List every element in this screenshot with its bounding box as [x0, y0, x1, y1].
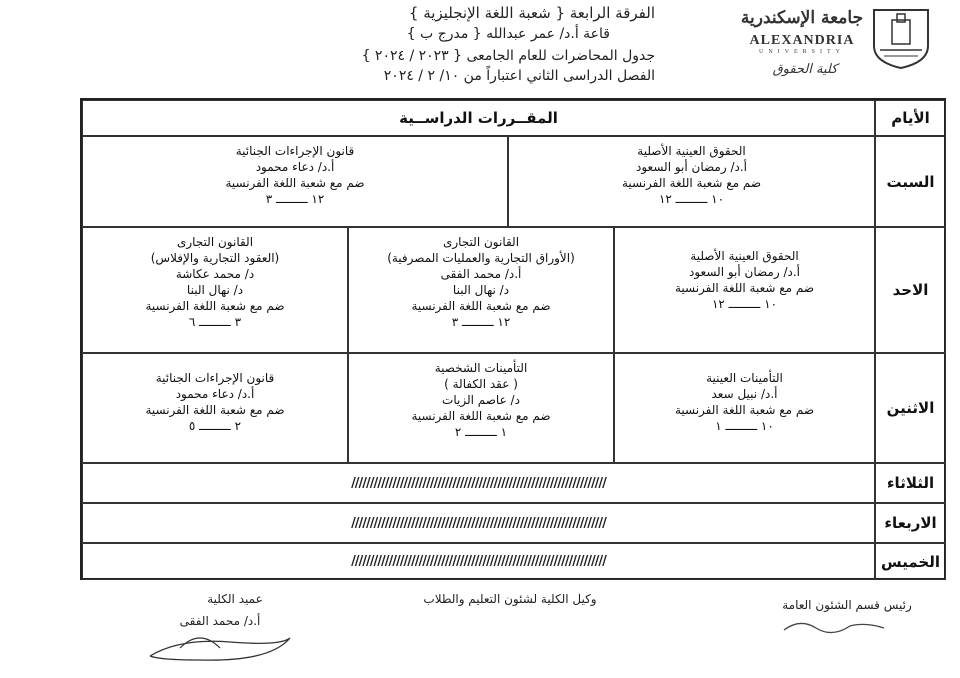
header-line-year: الفرقة الرابعة { شعبة اللغة الإنجليزية } [408, 4, 655, 22]
course-time: ٣ ـــــــــ ٦ [188, 315, 242, 329]
general-affairs-signatory: رئيس قسم الشئون العامة [782, 598, 912, 612]
empty-day-marker: //////////////////////////////////////////////////////////////////// [82, 463, 875, 503]
course-time: ١٢ ـــــــــ ٣ [265, 192, 325, 206]
course-time: ٢ ـــــــــ ٥ [188, 419, 242, 433]
course-note: ضم مع شعبة اللغة الفرنسية [411, 299, 551, 313]
course-note: ضم مع شعبة اللغة الفرنسية [225, 176, 365, 190]
course-title: القانون التجارى [442, 235, 520, 249]
course-title: القانون التجارى [176, 235, 254, 249]
course-title: قانون الإجراءات الجنائية [235, 144, 355, 158]
course-professor: د/ عاصم الزيات [442, 393, 520, 407]
day-monday: الاثنين [875, 353, 946, 463]
university-name-english: ALEXANDRIA [749, 33, 855, 48]
course-subtitle: (الأوراق التجارية والعمليات المصرفية) [387, 251, 575, 265]
course-cell [82, 353, 348, 463]
dean-title: عميد الكلية [207, 592, 263, 606]
signature-scribble [780, 614, 890, 638]
day-saturday: السبت [875, 136, 946, 227]
course-professor-2: د/ نهال البنا [452, 283, 510, 297]
course-professor: د/ محمد عكاشة [175, 267, 255, 281]
day-tuesday: الثلاثاء [875, 463, 946, 503]
course-title: قانون الإجراءات الجنائية [155, 371, 275, 385]
course-cell [82, 227, 348, 353]
course-professor-2: د/ نهال البنا [186, 283, 244, 297]
course-cell [508, 136, 875, 227]
course-note: ضم مع شعبة اللغة الفرنسية [621, 176, 762, 190]
course-cell [614, 227, 875, 353]
course-subtitle: (العقود التجارية والإفلاس) [150, 251, 280, 265]
dean-signature [140, 618, 300, 668]
course-title: التأمينات العينية [706, 371, 783, 385]
faculty-name: كلية الحقوق [772, 62, 838, 77]
header-line-schedule: جدول المحاضرات للعام الجامعى { ٢٠٢٣ / ٢٠٢٤ } [361, 48, 655, 64]
days-header: الأيام [875, 100, 946, 136]
course-time: ١ ـــــــــ ٢ [454, 425, 508, 439]
course-time: ١٠ ـــــــــ ١٢ [658, 192, 725, 206]
course-note: ضم مع شعبة اللغة الفرنسية [411, 409, 551, 423]
courses-header: المقــررات الدراســية [82, 100, 875, 136]
course-note: ضم مع شعبة اللغة الفرنسية [674, 281, 815, 295]
course-subtitle: ( عقد الكفالة ) [444, 377, 518, 391]
vice-dean-signatory: وكيل الكلية لشئون التعليم والطلاب [423, 592, 597, 606]
header-line-hall: قاعة أ.د/ عمر عبدالله { مدرج ب } [406, 26, 610, 42]
course-title: التأمينات الشخصية [434, 361, 528, 375]
course-note: ضم مع شعبة اللغة الفرنسية [674, 403, 815, 417]
course-title: الحقوق العينية الأصلية [637, 144, 746, 158]
course-note: ضم مع شعبة اللغة الفرنسية [145, 299, 285, 313]
university-name-arabic: جامعة الإسكندرية [740, 8, 864, 28]
course-time: ١٠ ـــــــــ ١٢ [711, 297, 778, 311]
course-time: ١٢ ـــــــــ ٣ [451, 315, 511, 329]
course-professor: أ.د/ محمد الفقى [440, 267, 522, 281]
header-line-semester: الفصل الدراسى الثاني اعتباراً من ١٠/ ٢ / ٢٠٢٤ [383, 68, 655, 84]
schedule-table [80, 98, 946, 580]
university-subtitle: UNIVERSITY [759, 49, 845, 55]
university-logo [870, 6, 932, 70]
day-thursday: الخميس [875, 543, 946, 580]
course-professor: أ.د/ رمضان أبو السعود [689, 265, 800, 279]
course-cell [82, 136, 508, 227]
course-cell [614, 353, 875, 463]
course-professor: أ.د/ نبيل سعد [711, 387, 778, 401]
day-sunday: الاحد [875, 227, 946, 353]
course-cell [348, 353, 614, 463]
course-professor: أ.د/ دعاء محمود [175, 387, 255, 401]
course-cell [348, 227, 614, 353]
course-professor: أ.د/ دعاء محمود [255, 160, 335, 174]
day-wednesday: الاربعاء [875, 503, 946, 543]
course-time: ١٠ ـــــــــ ١ [715, 419, 774, 433]
dean-name: أ.د/ محمد الفقى [179, 614, 261, 628]
course-professor: أ.د/ رمضان أبو السعود [636, 160, 747, 174]
empty-day-marker: //////////////////////////////////////////////////////////////////// [82, 503, 875, 543]
empty-day-marker: //////////////////////////////////////////////////////////////////// [82, 543, 875, 580]
course-title: الحقوق العينية الأصلية [690, 249, 799, 263]
course-note: ضم مع شعبة اللغة الفرنسية [145, 403, 285, 417]
